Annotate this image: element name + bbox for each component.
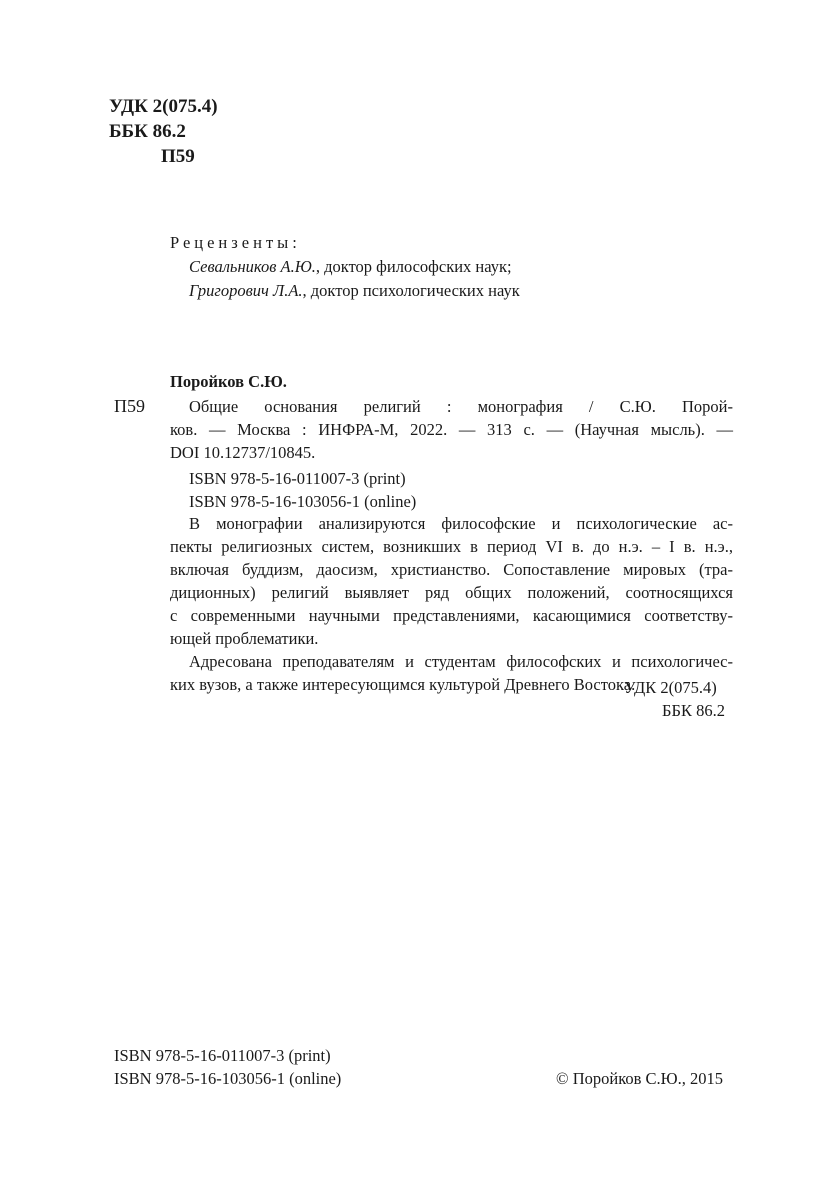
biblio-line: DOI 10.12737/10845. <box>170 443 316 462</box>
bbk-code-bottom: ББК 86.2 <box>662 701 725 720</box>
classification-codes-top <box>109 94 218 169</box>
reviewer-line <box>170 255 520 279</box>
reviewer-line <box>170 279 520 303</box>
annotation-line: Адресована преподавателям и студентам философских и психологичес- <box>189 652 733 671</box>
copyright-notice: © Поройков С.Ю., 2015 <box>556 1069 723 1088</box>
footer-isbn-list <box>114 1044 341 1090</box>
annotation-line: ющей проблематики. <box>170 629 319 648</box>
annotation <box>170 512 733 696</box>
reviewer-name: Севальников А.Ю. <box>189 257 316 276</box>
footer-isbn-print: ISBN 978-5-16-011007-3 (print) <box>114 1046 331 1065</box>
reviewer-name: Григорович Л.А. <box>189 281 303 300</box>
annotation-line: В монографии анализируются философские и психологические ас- <box>189 514 733 533</box>
bbk-code: ББК 86.2 <box>109 121 186 142</box>
footer-isbn-online: ISBN 978-5-16-103056-1 (online) <box>114 1069 342 1088</box>
reviewer-degree: , доктор философских наук; <box>315 257 512 276</box>
bibliographic-description <box>170 395 733 464</box>
udk-code-bottom: УДК 2(075.4) <box>624 678 717 697</box>
annotation-line: диционных) религий выявляет ряд общих положений, соотносящихся <box>170 583 733 602</box>
annotation-line: пекты религиозных систем, возникших в период VI в. до н.э. – I в. н.э., <box>170 537 733 556</box>
author-sign-code: П59 <box>161 146 195 167</box>
reviewers-heading: Рецензенты: <box>170 233 301 252</box>
annotation-line: ких вузов, а также интересующимся культурой Древнего Востока. <box>170 675 636 694</box>
annotation-line: с современными научными представлениями, касающимися соответству- <box>170 606 733 625</box>
entry-author: Поройков С.Ю. <box>170 372 287 391</box>
biblio-line: ков. — Москва : ИНФРА-М, 2022. — 313 с. — (Научная мысль). — <box>170 420 733 439</box>
isbn-online: ISBN 978-5-16-103056-1 (online) <box>189 492 417 511</box>
udk-code: УДК 2(075.4) <box>109 96 218 117</box>
entry-isbn-list <box>189 467 416 513</box>
isbn-print: ISBN 978-5-16-011007-3 (print) <box>189 469 406 488</box>
reviewers-block <box>170 231 520 303</box>
reviewer-degree: , доктор психологических наук <box>302 281 520 300</box>
biblio-line: Общие основания религий : монография / С.Ю. Порой- <box>189 397 733 416</box>
entry-index-code: П59 <box>114 396 145 416</box>
classification-codes-bottom <box>624 676 725 722</box>
annotation-line: включая буддизм, даосизм, христианство. Сопоставление мировых (тра- <box>170 560 733 579</box>
